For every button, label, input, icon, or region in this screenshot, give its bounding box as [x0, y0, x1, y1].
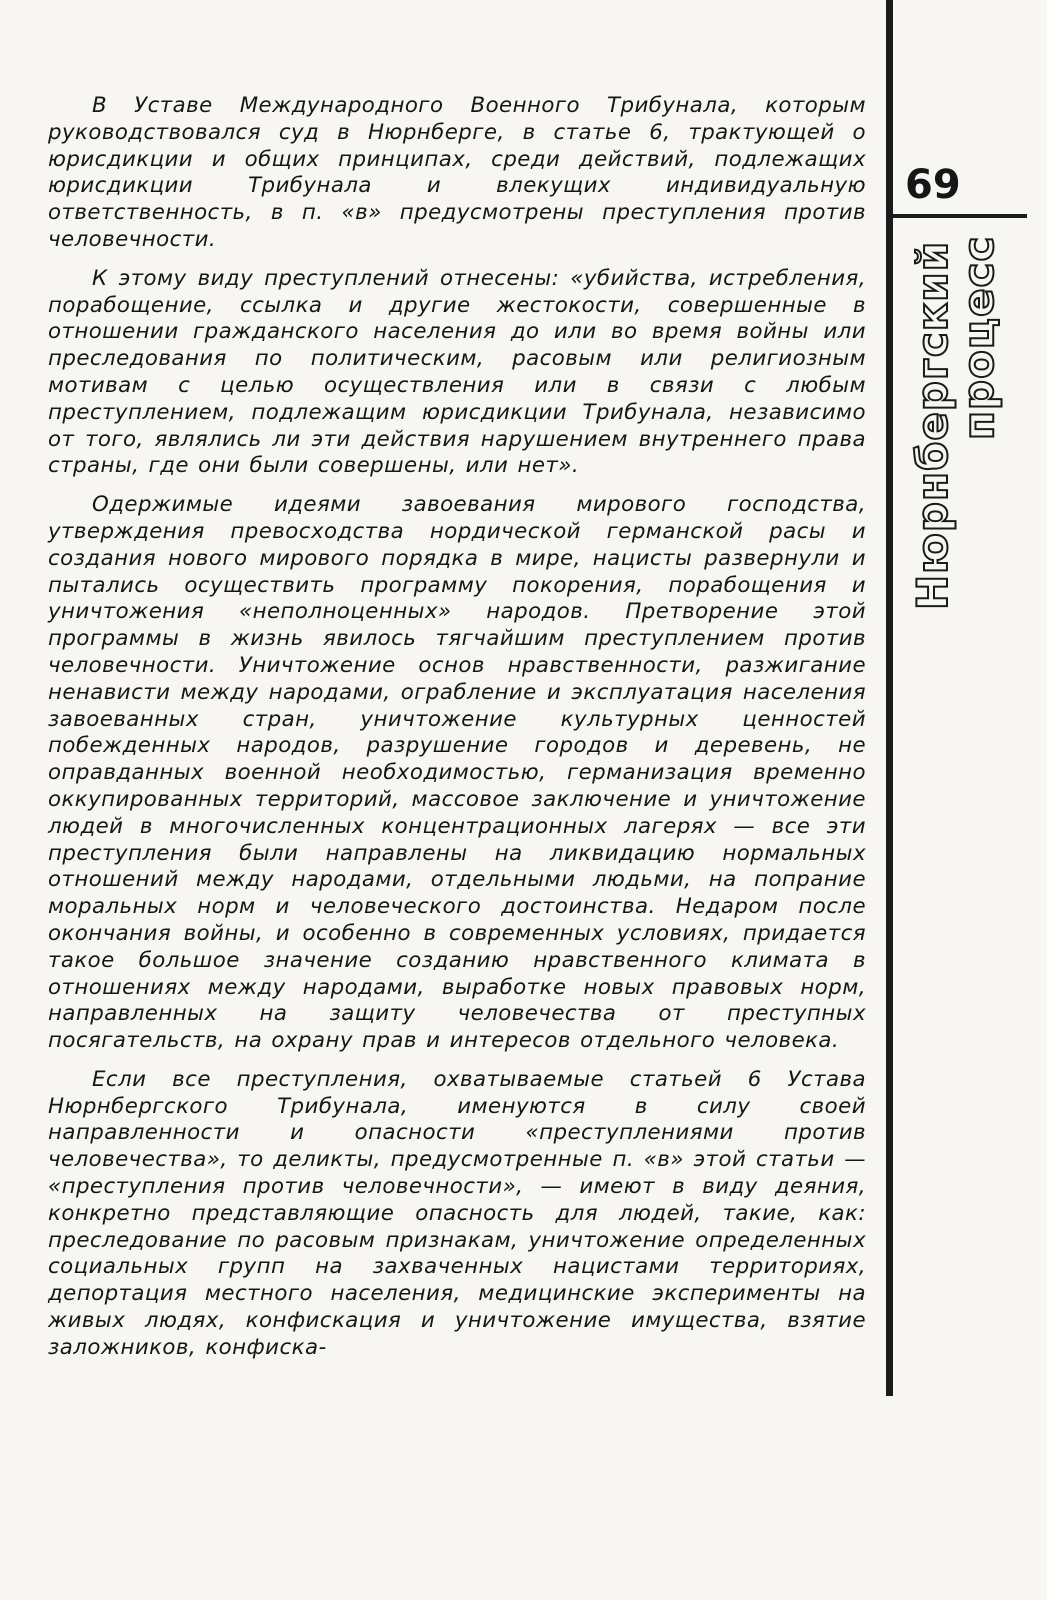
page-number: 69: [905, 162, 961, 208]
paragraph-3: Одержимые идеями завоевания мирового господства, утверждения превосходства нордической германской расы и создания нового мирового порядка в мире, нацисты развернули и пытались осуществить программу покорения, порабощения и уничтожения «неполноценных» народов. Претворение этой программы в жизнь явилось тягчайшим преступлением против человечности. Уничтожение основ нравственности, разжигание ненависти между народами, ограбление и эксплуатация населения завоеванных стран, уничтожение культурных ценностей побежденных народов, разрушение городов и деревень, не оправданных военной необходимостью, германизация временно оккупированных территорий, массовое заключение и уничтожение людей в многочисленных концентрационных лагерях — все эти преступления были направлены на ликвидацию нормальных отношений между народами, отдельными людьми, на попрание моральных норм и человеческого достоинства. Недаром после окончания войны, и особенно в современных условиях, придается такое большое значение созданию нравственного климата в отношениях между народами, выработке новых правовых норм, направленных на защиту человечества от преступных посягательств, на охрану прав и интересов отдельного человека.: [48, 492, 866, 1054]
running-title: Нюрнбергский процесс: [908, 235, 1003, 610]
paragraph-2: К этому виду преступлений отнесены: «убийства, истребления, порабощение, ссылка и другие жестокости, совершенные в отношении гражданского населения до или во время войны или преследования по политическим, расовым или религиозным мотивам с целью осуществления или в связи с любым преступлением, подлежащим юрисдикции Трибунала, независимо от того, являлись ли эти действия нарушением внутреннего права страны, где они были совершены, или нет».: [48, 265, 866, 479]
paragraph-4: Если все преступления, охватываемые статьей 6 Устава Нюрнбергского Трибунала, именуются в силу своей направленности и опасности «преступлениями против человечества», то деликты, предусмотренные п. «в» этой статьи — «преступления против человечности», — имеют в виду деяния, конкретно представляющие опасность для людей, такие, как: преследование по расовым признакам, уничтожение определенных социальных групп на захваченных нацистами территориях, депортация местного населения, медицинские эксперименты на живых людях, конфискация и уничтожение имущества, взятие заложников, конфиска-: [48, 1066, 866, 1360]
main-text-column: [48, 93, 866, 1374]
page-number-underline: [886, 214, 1027, 218]
paragraph-1: В Уставе Международного Военного Трибунала, которым руководствовался суд в Нюрнберге, в статье 6, трактующей о юрисдикции и общих принципах, среди действий, подлежащих юрисдикции Трибунала и влекущих индивидуальную ответственность, в п. «в» предусмотрены преступления против человечности.: [48, 93, 866, 252]
margin-vertical-rule: [886, 0, 893, 1396]
running-title-line-1: Нюрнбергский: [908, 240, 957, 610]
